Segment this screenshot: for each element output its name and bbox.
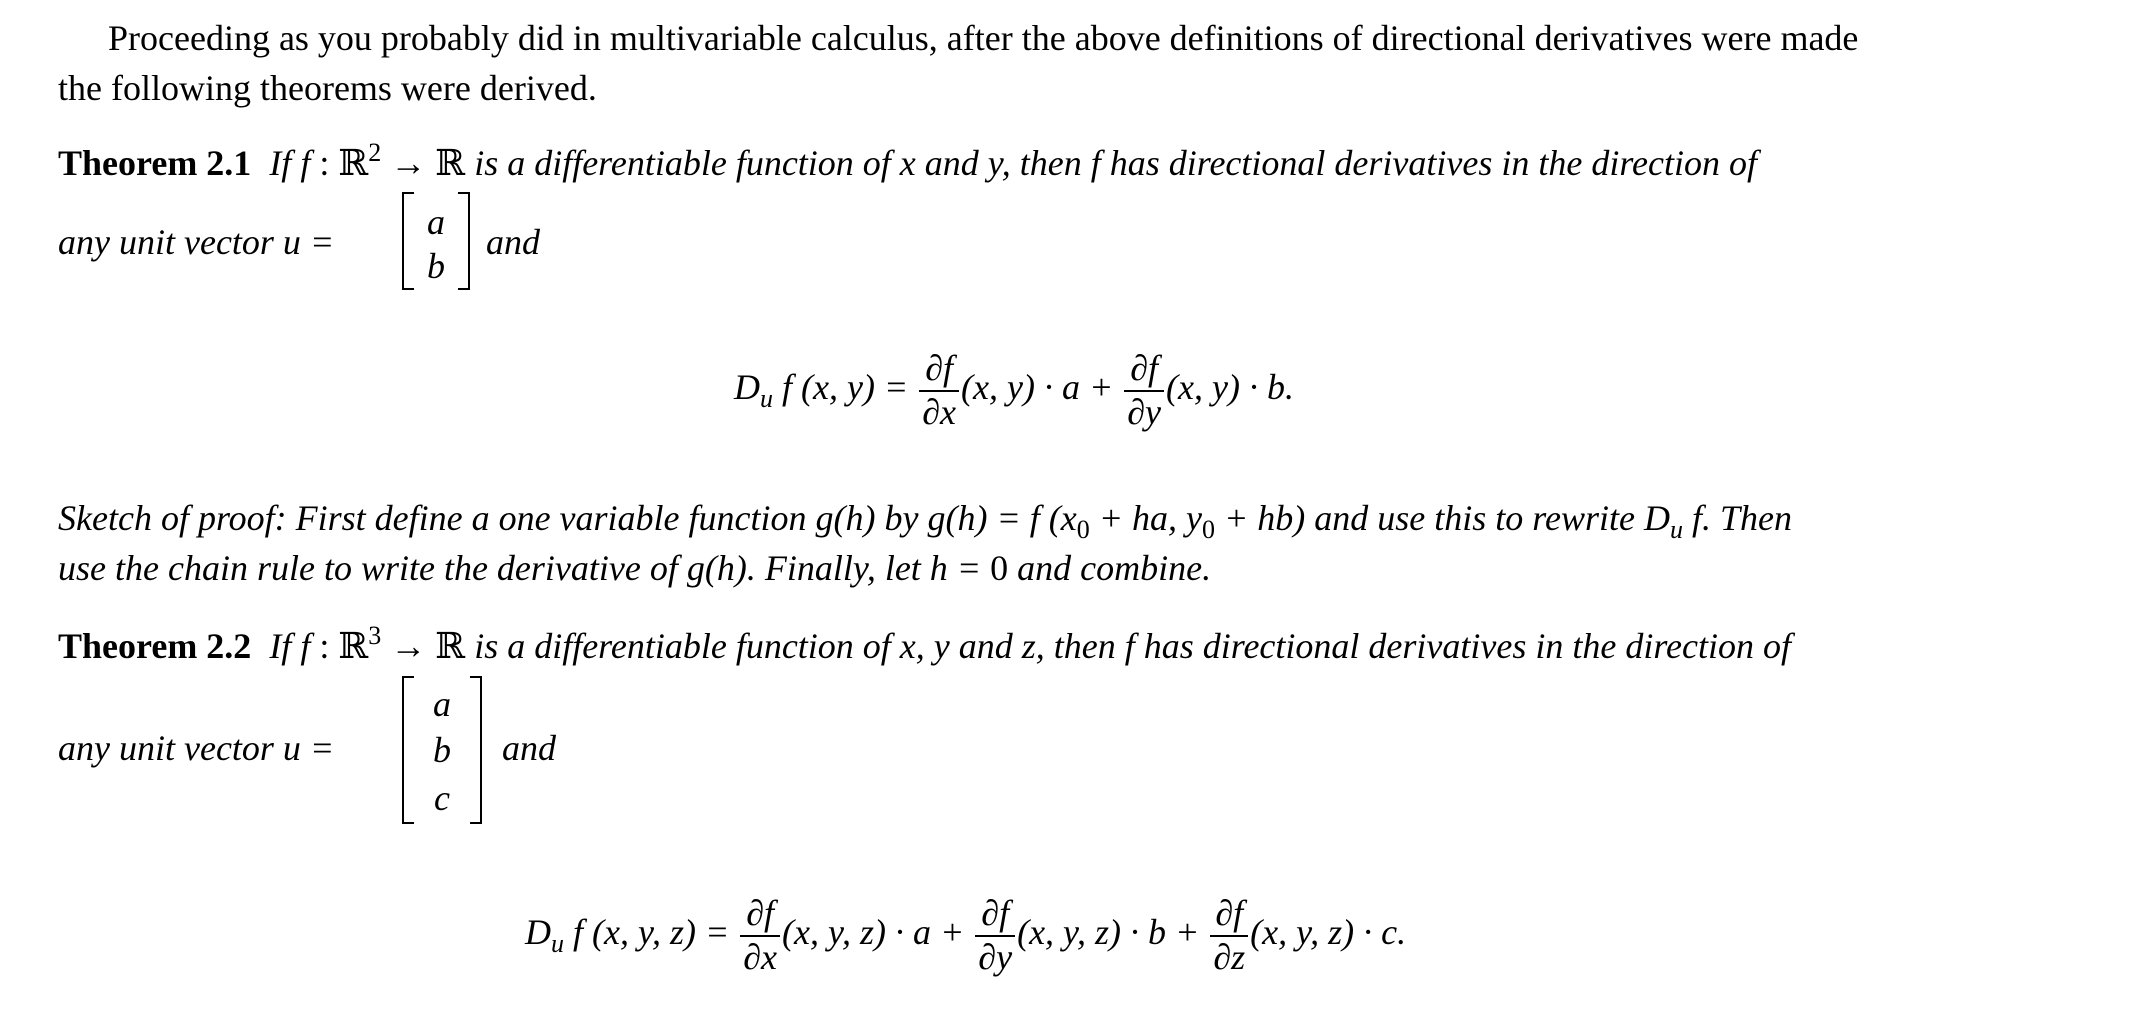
theorem-2-1-colon: : [310,143,339,183]
theorem-2-1-vector-matrix [402,192,470,290]
theorem-2-2-vector-matrix [402,676,482,824]
frac-denominator: ∂z [1213,936,1246,977]
formula-2-sub-u: u [551,929,564,959]
formula-2-middle-2: (x, y, z) · b + [1017,912,1200,953]
proof-line-2-b: and combine. [1008,548,1212,588]
theorem-2-1-line-1-rest: is a differentiable function of x and y, then f has directional derivatives in the direction of [465,143,1757,183]
theorem-2-1-codomain-R: ℝ [435,143,466,183]
formula-2-lhs: f (x, y, z) = [573,912,730,953]
theorem-2-1-and: and [486,222,540,262]
frac-denominator: ∂y [978,936,1013,977]
formula-1-end: (x, y) · b. [1166,367,1294,408]
theorem-2-1-label: Theorem 2.1 [58,143,252,183]
proof-sub-zero-1: 0 [1076,515,1090,544]
vector-entry-b: b [433,730,451,770]
frac-denominator: ∂x [743,936,778,977]
theorem-2-1-exponent: 2 [368,138,382,167]
frac-numerator: ∂f [1124,350,1164,392]
frac-denominator: ∂x [922,391,957,432]
frac-numerator: ∂f [1210,895,1248,937]
proof-part-b: + ha, y [1089,498,1202,538]
formula-1-sub-u: u [760,384,773,414]
formula-2-middle-1: (x, y, z) · a + [782,912,965,953]
formula-1-middle: (x, y) · a + [961,367,1114,408]
theorem-2-1-statement [58,138,1757,183]
theorem-2-1-formula [734,350,1294,432]
frac-numerator: ∂f [740,895,780,937]
formula-2-frac-x [740,895,780,977]
theorem-2-1-domain-R: ℝ [338,143,369,183]
theorem-2-2-domain-R: ℝ [338,626,369,666]
formula-2-frac-y [975,895,1015,977]
theorem-2-2-line-1-rest: is a differentiable function of x, y and z, then f has directional derivatives in the direction of [465,626,1791,666]
theorem-2-2-unit-vector-text: any unit vector u = [58,728,335,768]
proof-line-2-zero: 0 [990,548,1009,588]
formula-1-frac-y [1124,350,1164,432]
formula-2-D: D [525,912,551,953]
proof-sub-zero-2: 0 [1202,515,1215,544]
theorem-2-2-formula [525,895,1406,977]
theorem-2-2-statement [58,621,1791,666]
theorem-2-2-f: f [300,626,311,666]
theorem-2-2-if: If [269,626,301,666]
formula-2-end: (x, y, z) · c. [1250,912,1407,953]
vector-entry-c: c [434,778,450,818]
theorem-2-2-exponent: 3 [368,621,382,650]
proof-part-a: Sketch of proof: First define a one variable function g(h) by g(h) = f (x [58,498,1077,538]
theorem-2-2-arrow: → [381,626,436,666]
theorem-2-1-unit-vector-text: any unit vector u = [58,222,335,262]
theorem-2-1-arrow: → [381,143,436,183]
theorem-2-1-if: If [269,143,301,183]
theorem-2-2-label: Theorem 2.2 [58,626,252,666]
theorem-2-2-colon: : [310,626,339,666]
intro-line-2: the following theorems were derived. [58,68,597,108]
proof-line-2 [58,550,1211,586]
theorem-2-2-codomain-R: ℝ [435,626,466,666]
proof-line-1 [58,498,1792,544]
vector-entry-a: a [433,684,451,724]
intro-line-1: Proceeding as you probably did in multivariable calculus, after the above definitions of directional derivatives were made [108,18,1859,58]
frac-numerator: ∂f [919,350,959,392]
proof-line-2-a: use the chain rule to write the derivative of g(h). Finally, let h = [58,548,991,588]
theorem-2-1-f: f [300,143,311,183]
formula-1-D: D [734,367,760,408]
proof-part-d: f. Then [1682,498,1792,538]
vector-entry-a: a [427,202,445,242]
frac-numerator: ∂f [975,895,1015,937]
theorem-2-2-and: and [502,728,556,768]
frac-denominator: ∂y [1127,391,1162,432]
proof-sub-u: u [1669,515,1683,544]
vector-entry-b: b [427,246,445,286]
proof-part-c: + hb) and use this to rewrite D [1215,498,1670,538]
formula-1-frac-x [919,350,959,432]
formula-1-lhs: f (x, y) = [782,367,909,408]
formula-2-frac-z [1210,895,1248,977]
